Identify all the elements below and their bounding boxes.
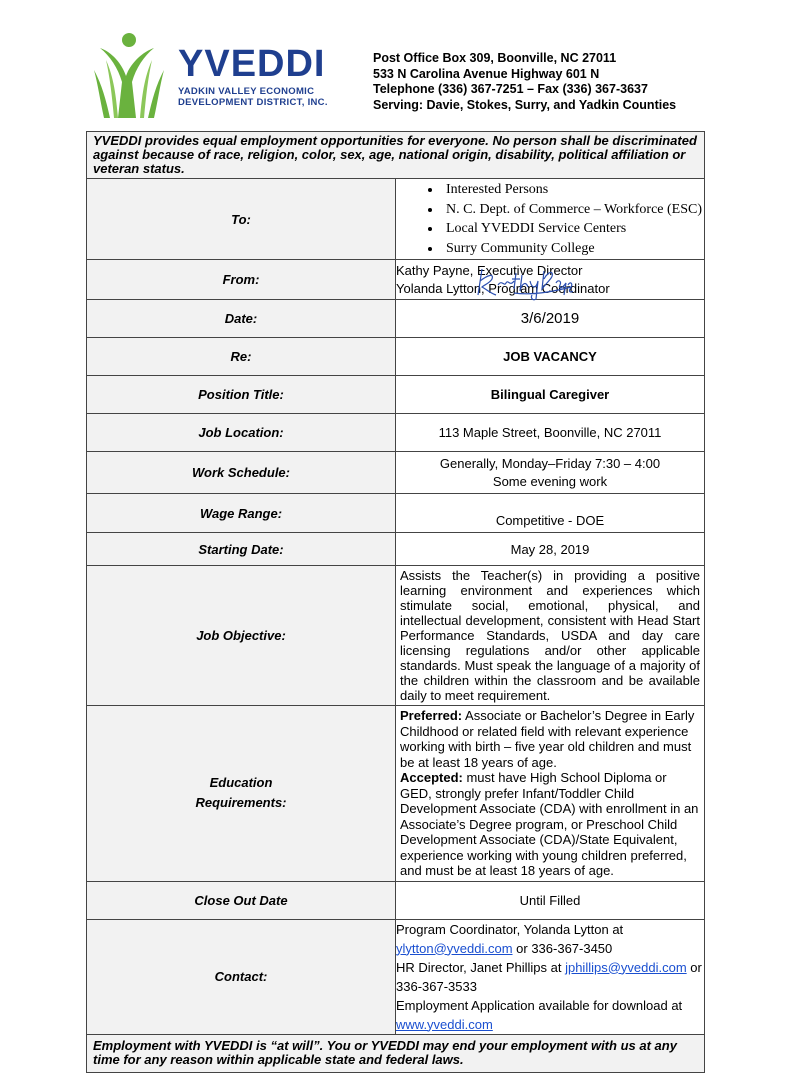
preferred-label: Preferred: xyxy=(400,708,463,723)
from-label: From: xyxy=(87,260,396,300)
address-block xyxy=(373,51,676,113)
letterhead xyxy=(0,0,791,130)
preferred-text: Associate or Bachelor’s Degree in Early Childhood or related field with relevant experience working with birth – five year old children and must be at least 18 years of age. xyxy=(400,708,695,770)
schedule-line: Some evening work xyxy=(492,473,608,489)
position-value: Bilingual Caregiver xyxy=(396,376,705,414)
list-item: • N. C. Dept. of Commerce – Workforce (ESC) xyxy=(442,200,704,220)
schedule-label: Work Schedule: xyxy=(87,452,396,494)
date-value: 3/6/2019 xyxy=(396,300,705,338)
recipient-list xyxy=(396,180,704,258)
job-vacancy-table xyxy=(86,131,705,1073)
location-value: 113 Maple Street, Boonville, NC 27011 xyxy=(396,414,705,452)
starting-value: May 28, 2019 xyxy=(396,533,705,566)
schedule-value xyxy=(396,452,705,494)
email-link-ylytton[interactable]: ylytton@yveddi.com xyxy=(396,940,513,956)
contact-text: or 336-367-3533 xyxy=(396,959,702,994)
date-label: Date: xyxy=(87,300,396,338)
contact-label: Contact: xyxy=(87,919,396,1034)
contact-text: or 336-367-3450 xyxy=(512,940,613,956)
signature-icon xyxy=(398,265,573,301)
accepted-text: must have High School Diploma or GED, strongly prefer Infant/Toddler Child Development Associate (CDA) with enrollment in an Associate’s Degree program, or Preschool Child Development Associate (CDA)/State Equivalent, experience working with young children preferred, and must be at least 18 years of age. xyxy=(400,770,699,878)
contact-line xyxy=(396,958,704,996)
contact-text: HR Director, Janet Phillips at xyxy=(396,959,566,975)
education-label xyxy=(87,706,396,882)
from-line: Kathy Payne, Executive Director xyxy=(396,262,583,278)
objective-value: Assists the Teacher(s) in providing a positive learning environment and experiences which stimulate social, emotional, physical, and intellectual development, consistent with Head Start Performance Standards, USDA and day care licensing regulations and/or other applicable standards. Must speak the language of a majority of the children within the classroom and be available daily to meet requirement. xyxy=(396,566,705,706)
address-line: Telephone (336) 367-7251 – Fax (336) 367-3637 xyxy=(373,82,648,96)
contact-value xyxy=(396,919,705,1034)
contact-text: Employment Application available for download at xyxy=(396,997,683,1013)
contact-text: Program Coordinator, Yolanda Lytton at xyxy=(396,921,624,937)
wage-value: Competitive - DOE xyxy=(396,494,705,533)
to-label: To: xyxy=(87,179,396,260)
address-line: Post Office Box 309, Boonville, NC 27011 xyxy=(373,51,617,65)
schedule-line: Generally, Monday–Friday 7:30 – 4:00 xyxy=(439,455,661,471)
preferred-paragraph xyxy=(400,708,700,770)
objective-label: Job Objective: xyxy=(87,566,396,706)
logo-subtitle-line: YADKIN VALLEY ECONOMIC xyxy=(178,86,315,97)
re-label: Re: xyxy=(87,338,396,376)
closeout-label: Close Out Date xyxy=(87,881,396,919)
accepted-label: Accepted: xyxy=(400,770,463,785)
contact-line xyxy=(396,996,704,1034)
position-label: Position Title: xyxy=(87,376,396,414)
education-label-line: Education xyxy=(209,775,273,791)
wage-label: Wage Range: xyxy=(87,494,396,533)
education-label-line: Requirements: xyxy=(195,795,287,811)
location-label: Job Location: xyxy=(87,414,396,452)
list-item: • Surry Community College xyxy=(442,239,704,259)
logo-figure-icon xyxy=(92,30,178,122)
logo-subtitle-line: DEVELOPMENT DISTRICT, INC. xyxy=(178,97,328,108)
list-item: • Interested Persons xyxy=(442,180,704,200)
email-link-jphillips[interactable]: jphillips@yveddi.com xyxy=(565,959,687,975)
at-will-notice: Employment with YVEDDI is “at will”. You or YVEDDI may end your employment with us at any time for any reason within applicable state and federal laws. xyxy=(87,1034,705,1072)
eeo-notice: YVEDDI provides equal employment opportunities for everyone. No person shall be discriminated against because of race, religion, color, sex, age, national origin, disability, political affiliation or veteran status. xyxy=(87,132,705,179)
logo-wordmark: YVEDDI xyxy=(178,43,326,85)
accepted-paragraph xyxy=(400,770,700,879)
from-line: Yolanda Lytton, Program Coordinator xyxy=(396,280,610,296)
starting-label: Starting Date: xyxy=(87,533,396,566)
logo-subtitle xyxy=(178,86,338,108)
education-value xyxy=(396,706,705,882)
website-link[interactable]: www.yveddi.com xyxy=(396,1016,493,1032)
yveddi-logo xyxy=(92,30,332,122)
closeout-value: Until Filled xyxy=(396,881,705,919)
contact-line xyxy=(396,920,704,958)
re-value: JOB VACANCY xyxy=(396,338,705,376)
address-line: Serving: Davie, Stokes, Surry, and Yadkin Counties xyxy=(373,97,677,112)
to-value xyxy=(396,179,705,260)
list-item: • Local YVEDDI Service Centers xyxy=(442,219,704,239)
address-line: 533 N Carolina Avenue Highway 601 N xyxy=(373,66,600,81)
